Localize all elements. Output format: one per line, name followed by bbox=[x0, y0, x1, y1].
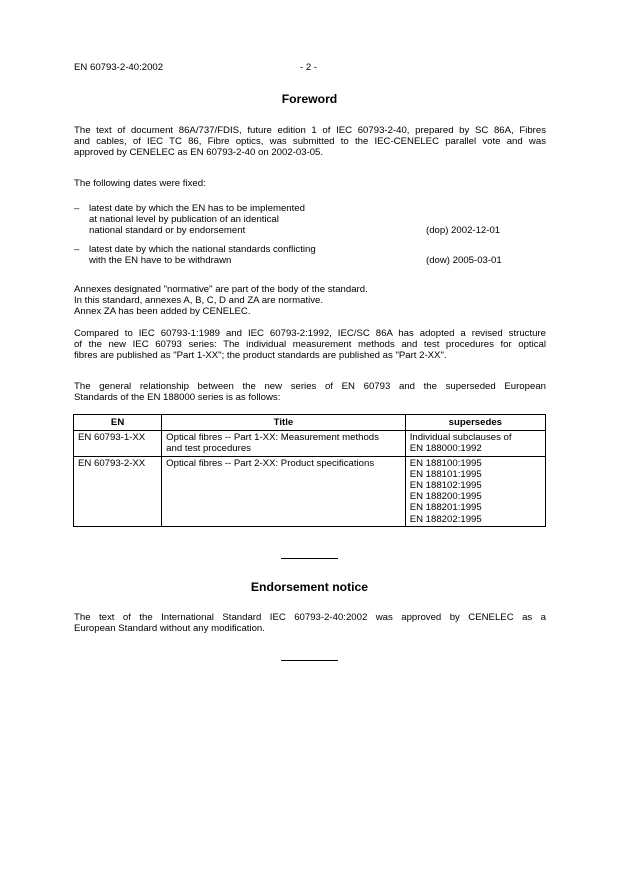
relationship-line: Standards of the EN 188000 series is as follows: bbox=[74, 392, 281, 404]
compared-line: fibres are published as "Part 1-XX"; the product standards are published as "Part 2-XX". bbox=[74, 350, 447, 362]
supersedes-line: EN 188100:1995 bbox=[409, 457, 482, 469]
table-row bbox=[74, 456, 546, 526]
endorsement-paragraph bbox=[74, 612, 546, 634]
date-item-text bbox=[89, 244, 316, 266]
endorsement-heading: Endorsement notice bbox=[250, 580, 369, 594]
date-item-line: latest date by which the national standards conflicting bbox=[89, 244, 316, 255]
column-header-en: EN bbox=[74, 415, 162, 431]
list-dash: – bbox=[74, 203, 80, 214]
cell-en: EN 60793-2-XX bbox=[74, 456, 162, 526]
relationship-paragraph bbox=[74, 381, 546, 403]
table-header-row bbox=[74, 415, 546, 431]
section-divider bbox=[281, 660, 338, 661]
supersedes-line: EN 188000:1992 bbox=[409, 443, 482, 455]
cell-title bbox=[162, 456, 406, 526]
annex-line: Annex ZA has been added by CENELEC. bbox=[74, 306, 251, 318]
cell-supersedes bbox=[405, 431, 545, 456]
annex-line: In this standard, annexes A, B, C, D and ZA are normative. bbox=[74, 295, 324, 307]
table-row bbox=[74, 431, 546, 456]
cell-title bbox=[162, 431, 406, 456]
endorsement-line: The text of the International Standard IEC 60793-2-40:2002 was approved by CENELEC as a bbox=[74, 612, 546, 623]
title-line: and test procedures bbox=[166, 443, 251, 455]
compared-line: Compared to IEC 60793-1:1989 and IEC 60793-2:1992, IEC/SC 86A has adopted a revised structure bbox=[74, 328, 546, 339]
supersedes-line: EN 188201:1995 bbox=[409, 502, 482, 514]
relationship-line: The general relationship between the new series of EN 60793 and the superseded European bbox=[74, 381, 546, 392]
date-item-text bbox=[89, 203, 305, 237]
superseded-standards-table bbox=[73, 414, 546, 527]
date-item-line: latest date by which the EN has to be implemented bbox=[89, 203, 305, 214]
document-id: EN 60793-2-40:2002 bbox=[74, 62, 164, 73]
intro-line: and cables, of IEC TC 86, Fibre optics, was submitted to the IEC-CENELEC parallel vote and was bbox=[74, 136, 546, 148]
endorsement-line: European Standard without any modification. bbox=[74, 623, 265, 635]
cell-supersedes bbox=[405, 456, 545, 526]
dates-intro: The following dates were fixed: bbox=[74, 178, 206, 189]
supersedes-line: EN 188202:1995 bbox=[409, 513, 482, 525]
dow-date: (dow) 2005-03-01 bbox=[426, 255, 502, 266]
foreword-heading: Foreword bbox=[281, 92, 338, 106]
date-item-line: national standard or by endorsement bbox=[89, 225, 246, 237]
supersedes-line: EN 188102:1995 bbox=[409, 480, 482, 492]
compared-paragraph bbox=[74, 328, 546, 362]
compared-line: of the new IEC 60793 series: The individual measurement methods and test procedures for optical bbox=[74, 339, 546, 351]
supersedes-line: EN 188200:1995 bbox=[409, 491, 482, 503]
page-number: - 2 - bbox=[300, 62, 318, 73]
supersedes-line: EN 188101:1995 bbox=[409, 468, 482, 480]
cell-en: EN 60793-1-XX bbox=[74, 431, 162, 456]
date-item-line: with the EN have to be withdrawn bbox=[89, 255, 232, 267]
dop-date: (dop) 2002-12-01 bbox=[426, 225, 501, 236]
list-dash: – bbox=[74, 244, 80, 255]
column-header-supersedes: supersedes bbox=[405, 415, 545, 431]
title-line: Optical fibres -- Part 2-XX: Product specifications bbox=[166, 457, 375, 469]
section-divider bbox=[281, 558, 338, 559]
intro-line: approved by CENELEC as EN 60793-2-40 on 2002-03-05. bbox=[74, 147, 324, 159]
annex-paragraph bbox=[74, 284, 546, 318]
column-header-title: Title bbox=[162, 415, 406, 431]
title-line: Optical fibres -- Part 1-XX: Measurement methods bbox=[166, 432, 379, 444]
date-item-line: at national level by publication of an identical bbox=[89, 214, 279, 226]
supersedes-line: Individual subclauses of bbox=[409, 432, 512, 444]
annex-line: Annexes designated "normative" are part of the body of the standard. bbox=[74, 284, 368, 295]
foreword-intro-paragraph bbox=[74, 125, 546, 159]
intro-line: The text of document 86A/737/FDIS, future edition 1 of IEC 60793-2-40, prepared by SC 86A, Fibres bbox=[74, 125, 546, 136]
